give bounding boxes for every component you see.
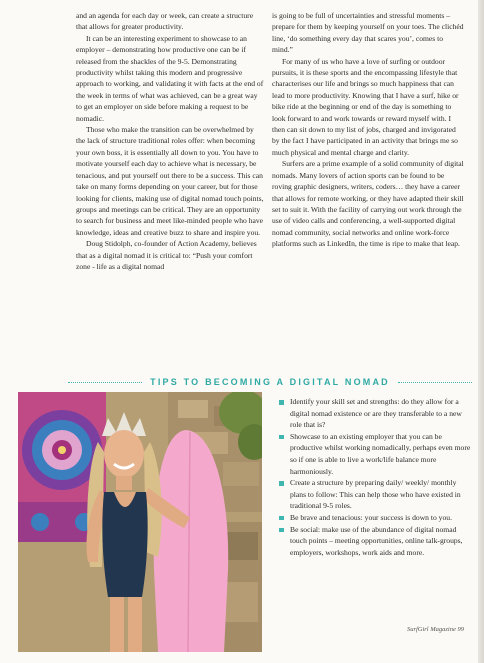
list-item	[276, 431, 472, 477]
tip-text: Be brave and tenacious: your success is down to you.	[290, 512, 452, 522]
list-item	[276, 524, 472, 559]
divider	[68, 382, 142, 383]
surfer-photo	[18, 392, 262, 652]
tip-text: Showcase to an existing employer that you can be productive whilst working nomadically, perhaps even more so if one is able to live a work/life balance more harmoniously.	[290, 431, 471, 476]
article-column-left	[76, 10, 264, 272]
square-bullet-icon	[279, 481, 284, 486]
page-footer: SurfGirl Magazine 99	[406, 626, 464, 633]
list-item	[276, 477, 472, 512]
tip-text: Create a structure by preparing daily/ weekly/ monthly plans to follow: This can help those who have existed in traditional 9-5 roles.	[290, 478, 461, 511]
paragraph: Those who make the transition can be overwhelmed by the lack of structure traditional roles offer: when becoming your own boss, it is essentially all down to you. You have to motivate yourself each day to achieve what is necessary, be tenacious, and put yourself out there to be a success. This can take on many forms depending on your career, but for those looking for clients, making use of digital nomad touch points, groups and meetings can be critical. They are an opportunity to search for business and meet like-minded people who have knowledge, ideas and creative buzz to share and inspire you.	[76, 125, 264, 237]
paragraph: It can be an interesting experiment to showcase to an employer – demonstrating how productive one can be if released from the shackles of the 9-5. Demonstrating productivity whilst taking this modern and progressive approach to working, and validating it with facts at the end of the week in terms of what was achieved, can be a great way to get an employer on side before making a request to be nomadic.	[76, 33, 264, 123]
list-item	[276, 396, 472, 431]
square-bullet-icon	[279, 400, 284, 405]
paragraph: is going to be full of uncertainties and stressful moments – prepare for them by keeping yourself on your toes. The clichéd line, ‘do something every day that scares you’, comes to mind.”	[272, 11, 464, 55]
list-item	[276, 512, 472, 524]
square-bullet-icon	[279, 516, 284, 521]
tips-heading-bar	[68, 375, 472, 389]
page-edge	[478, 0, 484, 663]
paragraph: For many of us who have a love of surfing or outdoor pursuits, it is these sports and the encompassing lifestyle that characterises our life and brings so much happiness that can lead to more productivity. Knowing that I have a surf, hike or bike ride at the beginning or end of the day is something to look forward to and work towards or reward myself with. I then can sit down to my list of jobs, charged and invigorated by the fact I have participated in an activity that brings me so much physical and mental charge and clarity.	[272, 56, 459, 157]
square-bullet-icon	[279, 528, 284, 533]
tips-heading: TIPS TO BECOMING A DIGITAL NOMAD	[150, 377, 390, 387]
paragraph: Doug Stidolph, co-founder of Action Academy, believes that as a digital nomad it is critical to: “Push your comfort zone - life as a digital nomad	[76, 239, 257, 271]
paragraph: and an agenda for each day or week, can create a structure that allows for greater productivity.	[76, 11, 254, 32]
article-column-right	[272, 10, 464, 250]
paragraph: Surfers are a prime example of a solid community of digital nomads. Many lovers of action sports can be found to be roving graphic designers, writers, coders… they have a career that allows for remote working, or they have adapted their skill set to suit it. With the facility of carrying out work through the use of video calls and conferencing, a well-supported digital nomad community, social networks and online work-force platforms such as LinkedIn, the time is ripe to make that leap.	[272, 159, 464, 249]
divider	[398, 382, 472, 383]
tip-text: Be social: make use of the abundance of digital nomad touch points – meeting opportunities, online talk-groups, employers, workshops, work aids and more.	[290, 524, 463, 557]
tips-list	[276, 396, 472, 558]
tip-text: Identify your skill set and strengths: do they allow for a digital nomad existence or are they transferable to a new role that is?	[290, 397, 462, 430]
square-bullet-icon	[279, 435, 284, 440]
